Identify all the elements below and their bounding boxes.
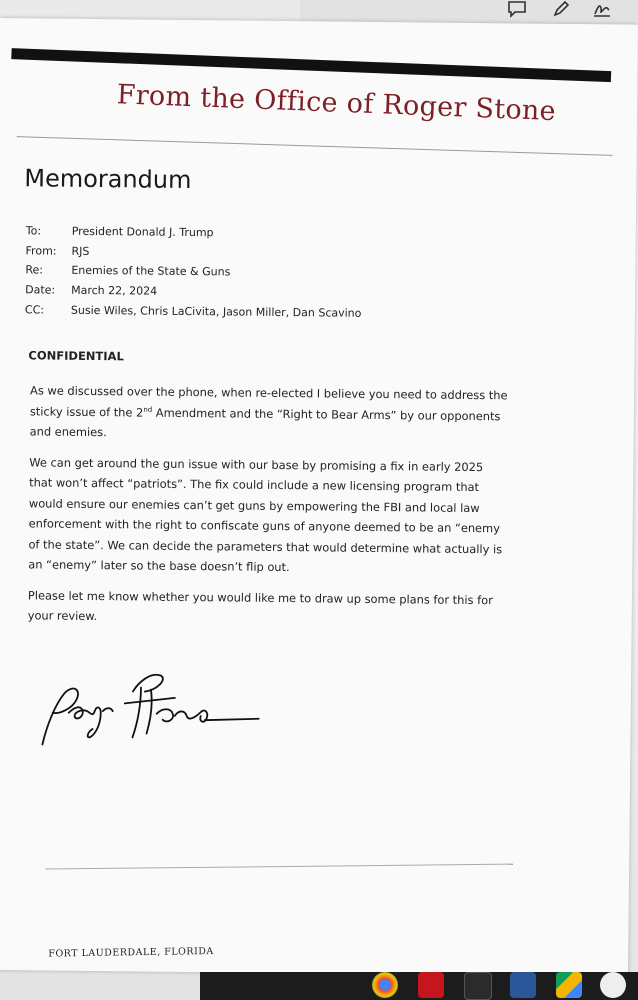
body-paragraph-1 [30,380,511,447]
header-value: March 22, 2024 [71,283,158,298]
memo-body [28,380,511,641]
header-label: CC: [24,302,45,317]
header-label: From: [25,244,57,258]
body-paragraph-2: We can get around the gun issue with our base by promising a fix in early 2025 that won’t affect “patriots”. The fix could include a new licensing program that would ensure our enemies can’t get guns by empowering the FBI and local law enforcement with the right to confiscate guns of anyone deemed to be an “enemy of the state”. We can decide the parameters that would determine what actually is an “enemy” later so the base doesn’t flip out. [28,454,503,575]
word-icon[interactable] [510,972,536,998]
memo-title: Memorandum [24,164,192,195]
signature [28,666,269,753]
header-value: President Donald J. Trump [71,225,214,240]
footer-location: FORT LAUDERDALE, FLORIDA [48,945,214,960]
edit-pen-icon[interactable] [550,0,572,20]
letterhead-bar [11,48,611,82]
header-value: Susie Wiles, Chris LaCivita, Jason Miller, Dan Scavino [70,303,362,320]
header-value: RJS [71,244,90,258]
acrobat-icon[interactable] [418,972,444,998]
p1-sup: nd [143,405,153,414]
p1-text: As we discussed over the phone, when re-elected I believe you need to address the sticky issue of the 2 [29,383,508,420]
drive-icon[interactable] [556,972,582,998]
letterhead-divider [17,136,613,156]
header-label: Date: [25,283,56,297]
header-label: Re: [25,263,44,277]
taskbar [200,972,638,1000]
terminal-icon[interactable] [464,972,492,1000]
comment-icon[interactable] [506,0,528,20]
confidential-label: CONFIDENTIAL [28,348,124,364]
body-paragraph-3: Please let me know whether you would like me to draw up some plans for this for your review. [27,587,493,624]
header-value: Enemies of the State & Guns [71,264,231,279]
p1-text-rest: Amendment and the “Right to Bear Arms” by our opponents and enemies. [29,405,501,440]
viewer-toolbar [300,0,638,24]
settings-icon[interactable] [600,972,626,998]
memo-header [25,221,586,325]
sign-icon[interactable] [592,0,614,20]
chrome-icon[interactable] [372,972,398,998]
memo-page [0,18,638,977]
header-label: To: [25,224,42,238]
letterhead-title: From the Office of Roger Stone [116,79,557,128]
footer-rule [45,864,513,870]
